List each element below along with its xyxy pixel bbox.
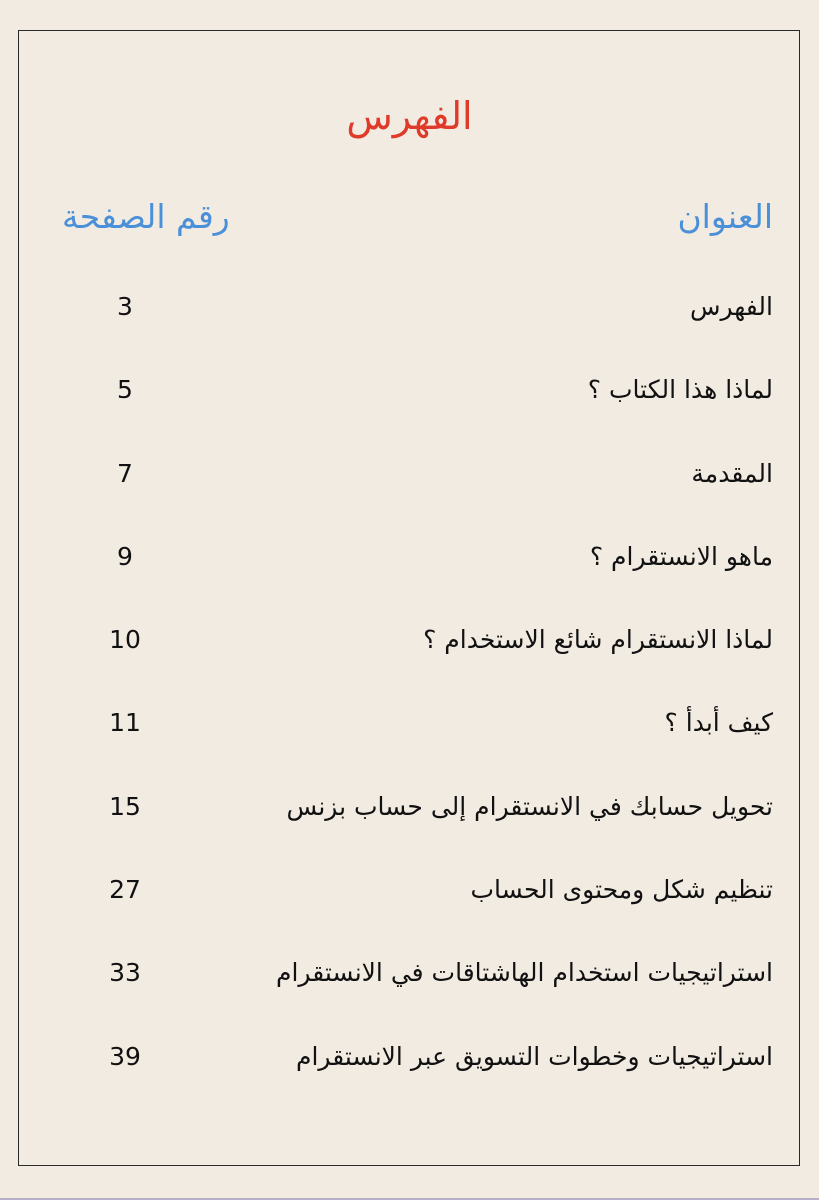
toc-row: [0, 598, 819, 681]
toc-entry-title: استراتيجيات وخطوات التسويق عبر الانستقرام: [296, 1041, 773, 1071]
toc-entry-page: 10: [109, 625, 141, 655]
toc-entry-title: ماهو الانستقرام ؟: [589, 541, 773, 571]
toc-entry-title: تنظيم شكل ومحتوى الحساب: [470, 875, 773, 905]
toc-entry-page: 11: [109, 708, 141, 738]
toc-entry-title: المقدمة: [691, 458, 773, 488]
toc-entry-page: 5: [117, 375, 133, 405]
toc-row: [0, 515, 819, 598]
toc-row: [0, 931, 819, 1014]
toc-entry-title: لماذا هذا الكتاب ؟: [587, 375, 773, 405]
toc-entry-title: تحويل حسابك في الانستقرام إلى حساب بزنس: [286, 791, 773, 821]
toc-row: [0, 848, 819, 931]
page-number-column-header: رقم الصفحة: [62, 197, 230, 236]
toc-entry-title: كيف أبدأ ؟: [664, 708, 773, 738]
table-of-contents: [0, 265, 819, 1098]
toc-row: [0, 1015, 819, 1098]
toc-entry-page: 15: [109, 791, 141, 821]
toc-entry-title: استراتيجيات استخدام الهاشتاقات في الانستقرام: [276, 958, 773, 988]
title-column-header: العنوان: [677, 197, 773, 236]
toc-entry-title: لماذا الانستقرام شائع الاستخدام ؟: [423, 625, 773, 655]
toc-row: [0, 348, 819, 431]
toc-row: [0, 681, 819, 764]
toc-entry-page: 39: [109, 1041, 141, 1071]
toc-row: [0, 265, 819, 348]
toc-entry-page: 9: [117, 541, 133, 571]
toc-entry-title: الفهرس: [689, 292, 773, 321]
toc-entry-page: 7: [117, 458, 133, 488]
page-title: الفهرس: [346, 94, 473, 138]
toc-entry-page: 3: [117, 292, 133, 321]
toc-entry-page: 27: [109, 875, 141, 905]
toc-row: [0, 765, 819, 848]
toc-entry-page: 33: [109, 958, 141, 988]
toc-row: [0, 432, 819, 515]
